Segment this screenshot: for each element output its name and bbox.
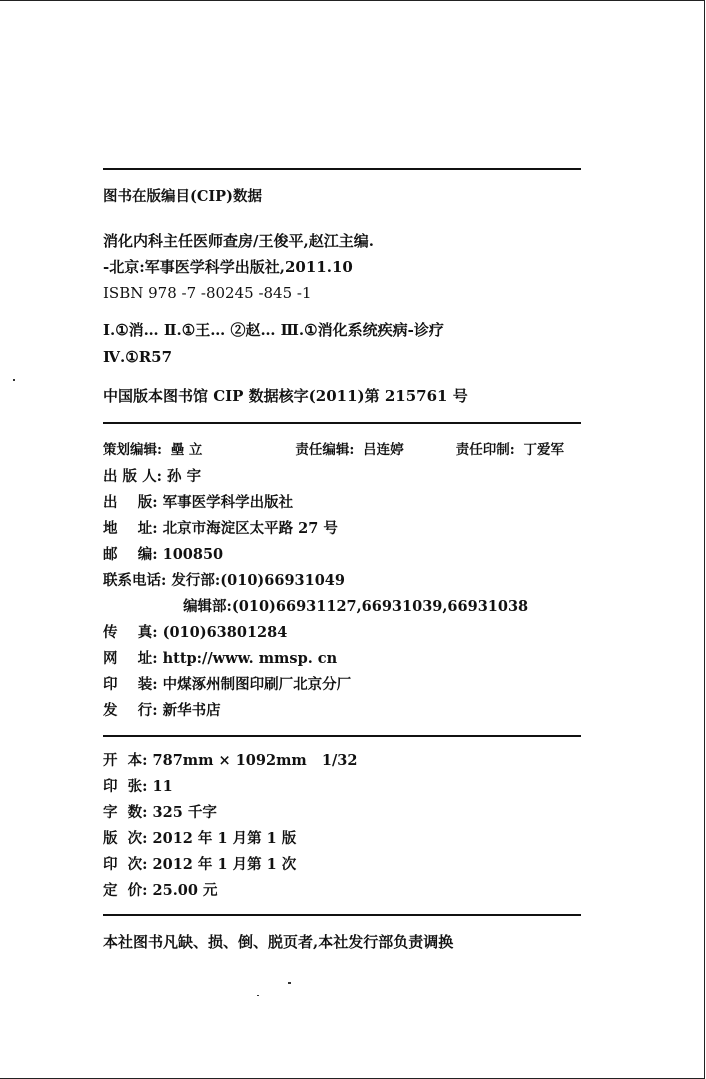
responsible-editor-label: 责任编辑:: [295, 442, 355, 458]
responsible-editor: 吕连婷: [363, 442, 404, 458]
publication-row: [103, 519, 338, 539]
spec-label: 印 张:: [103, 778, 148, 795]
responsible-print-label: 责任印制:: [455, 442, 515, 458]
spec-row: [103, 881, 217, 901]
cip-record-number: 中国版本图书馆 CIP 数据核字(2011)第 215761 号: [103, 387, 468, 405]
publication-row: [103, 649, 337, 669]
publication-label: 联系电话:: [103, 572, 167, 589]
spec-value: 2012 年 1 月第 1 版: [152, 830, 297, 847]
publication-label: 传 真:: [103, 624, 158, 641]
publication-row: [103, 675, 351, 695]
publication-row: [103, 467, 201, 487]
publication-row: [178, 597, 528, 617]
publication-value: 新华书店: [162, 702, 221, 719]
publication-row: [103, 545, 223, 565]
publication-value: 编辑部:(010)66931127,66931039,66931038: [183, 598, 529, 615]
spec-row: [103, 803, 217, 823]
spec-label: 定 价:: [103, 882, 148, 899]
publication-value: 孙 宇: [167, 468, 202, 485]
publication-value: 军事医学科学出版社: [162, 494, 294, 511]
publication-label: 网 址:: [103, 650, 158, 667]
spec-label: 版 次:: [103, 830, 148, 847]
publication-row: [103, 493, 293, 513]
publication-row: [103, 623, 287, 643]
publication-value: http://www. mmsp. cn: [162, 650, 338, 667]
spec-value: 787mm × 1092mm 1/32: [152, 752, 358, 769]
publication-row: [103, 571, 345, 591]
publication-label: 邮 编:: [103, 546, 158, 563]
publication-value: 发行部:(010)66931049: [171, 572, 345, 589]
spec-value: 11: [152, 778, 173, 795]
cip-heading: 图书在版编目(CIP)数据: [103, 188, 262, 205]
publication-value: 中煤涿州制图印刷厂北京分厂: [162, 676, 352, 693]
divider-rule: [103, 422, 581, 424]
cip-publisher-line: -北京:军事医学科学出版社,2011.10: [103, 258, 353, 276]
publication-label: 地 址:: [103, 520, 158, 537]
cip-title-line: 消化内科主任医师查房/王俊平,赵江主编.: [103, 232, 374, 250]
return-notice: 本社图书凡缺、损、倒、脱页者,本社发行部负责调换: [103, 933, 454, 951]
scan-speck: [257, 995, 259, 996]
scan-speck: [288, 982, 291, 984]
planning-editor-label: 策划编辑:: [103, 442, 162, 458]
publication-label: 出 版:: [103, 494, 158, 511]
divider-rule: [103, 735, 581, 737]
publication-value: 100850: [162, 546, 224, 563]
spec-value: 25.00 元: [152, 882, 218, 899]
spec-value: 325 千字: [152, 804, 217, 821]
spec-row: [103, 829, 296, 849]
publication-row: [103, 701, 221, 721]
scan-speck: [13, 379, 15, 381]
spec-label: 字 数:: [103, 804, 148, 821]
publication-value: 北京市海淀区太平路 27 号: [162, 520, 338, 537]
top-rule: [103, 168, 581, 170]
spec-label: 印 次:: [103, 856, 148, 873]
cip-isbn-line: ISBN 978 -7 -80245 -845 -1: [103, 284, 312, 302]
planning-editor: 壘 立: [170, 442, 203, 458]
divider-rule: [103, 914, 581, 916]
responsible-print: 丁爱军: [523, 442, 564, 458]
spec-row: [103, 777, 173, 797]
spec-row: [103, 751, 357, 771]
publication-value: (010)63801284: [162, 624, 288, 641]
cip-classification-line: Ⅰ.①消… Ⅱ.①王… ②赵… Ⅲ.①消化系统疾病-诊疗: [103, 321, 444, 339]
editor-credits: [103, 440, 564, 460]
cip-classification-line: Ⅳ.①R57: [103, 348, 173, 366]
publication-label: 出 版 人:: [103, 468, 162, 485]
spec-label: 开 本:: [103, 752, 148, 769]
spec-row: [103, 855, 296, 875]
spec-value: 2012 年 1 月第 1 次: [152, 856, 297, 873]
publication-label: 发 行:: [103, 702, 158, 719]
publication-label: 印 装:: [103, 676, 158, 693]
